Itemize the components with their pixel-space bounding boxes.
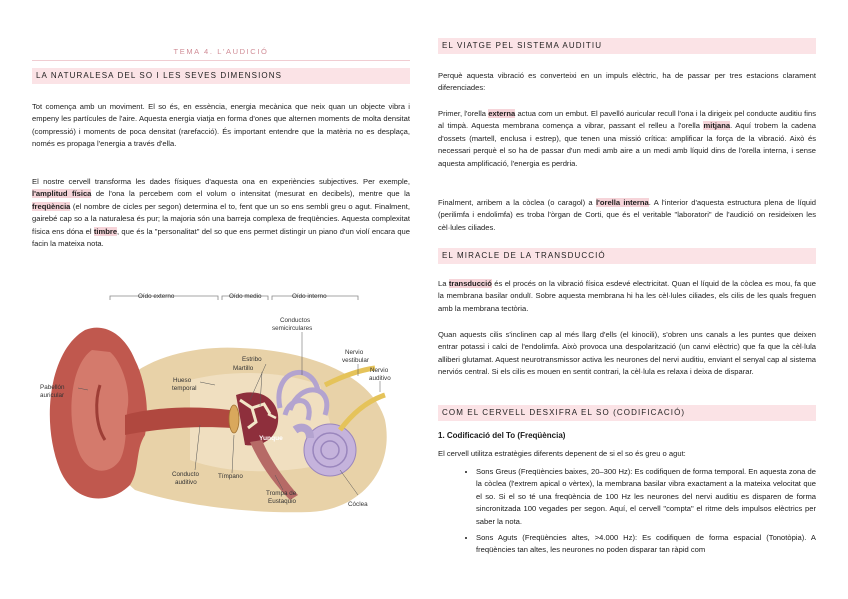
label-pinna-1: Pabellón xyxy=(40,384,65,391)
label-anvil: Yunque xyxy=(259,435,283,442)
label-outer-ear: Oído externo xyxy=(138,293,175,300)
keyword-amplitude: l'amplitud física xyxy=(32,189,92,199)
label-eardrum: Tímpano xyxy=(218,473,243,480)
keyword-inner-ear: l'orella interna xyxy=(595,198,649,207)
label-vestibular-2: vestibular xyxy=(342,357,369,364)
paragraph-outer-middle-ear: Primer, l'orella externa actua com un embut. El pavelló auricular recull l'ona i la dirigeix pel conducte auditiu fins al timpà. Aquesta membrana comença a vibrar, passant el relleu a l'orella mitjana. Aquí trobem la cadena d'ossets (martell, enclusa i estrep), que tenen una missió crítica: amplificar la força de la vibració. Això és necessari perquè el so ha de passar d'un medi amb aire a un medi amb líquid dins de l'orella interna, i sense aquesta amplificació, l'energia es perdria. xyxy=(438,109,816,168)
keyword-external: externa xyxy=(488,109,516,118)
label-middle-ear: Oído medio xyxy=(229,293,262,300)
paragraph-transduction: La transducció és el procés on la vibració física esdevé electricitat. Quan el líquid de la còclea es mou, fa que la membrana basilar ondulï. Sobre aquesta membrana hi ha les cèl·lules ciliades, els cilis de les quals freguen amb la membrana tectòria. xyxy=(438,279,816,313)
pinna-inner-shape xyxy=(71,350,128,471)
ear-anatomy-diagram xyxy=(40,290,408,528)
label-canals-1: Conductos xyxy=(280,317,311,324)
paragraph-sound-intro: Tot comença amb un moviment. El so és, en essència, energia mecànica que neix quan un objecte vibra i empeny les partícules de l'aire. Aquesta energia viatja en forma d'ones que alternen moments de molta densitat (compressió) i moments de poca densitat (rarefacció). És important entendre que la matèria no es desplaça, només es propaga l'energia a través d'ella. xyxy=(32,102,410,149)
label-cochlea: Cóclea xyxy=(348,501,368,508)
paragraph-auditory-intro: Perquè aquesta vibració es converteixi en un impuls elèctric, ha de passar per tres estacions clarament diferenciades: xyxy=(438,71,816,93)
paragraph-inner-ear: Finalment, arribem a la còclea (o caragol) a l'orella interna. A l'interior d'aquesta estructura plena de líquid (perilimfa i endolimfa) es troba l'òrgan de Corti, que és el veritable "laboratori" de l'audició on resideixen les cèl·lules ciliades. xyxy=(438,198,817,232)
label-canals-2: semicirculares xyxy=(272,325,313,332)
label-canal-1: Conducto xyxy=(172,471,199,478)
label-vestibular-1: Nervio xyxy=(345,349,364,356)
bullet-high-frequencies: • Sons Aguts (Freqüències altes, >4.000 Hz): Es codifiquen de forma espacial (Tonotòpia). A freqüències tan altes, les neurones no poden disparar tan ràpid com xyxy=(476,532,816,557)
keyword-middle: mitjana xyxy=(703,121,731,131)
label-inner-ear: Oído interno xyxy=(292,293,327,300)
label-auditory-nerve-2: auditivo xyxy=(369,375,391,382)
label-bone-1: Hueso xyxy=(173,377,192,384)
label-pinna-2: auricular xyxy=(40,392,65,399)
paragraph-coding-intro: El cervell utilitza estratègies diferents depenent de si el so és greu o agut: xyxy=(438,449,686,458)
bullet-low-frequencies: • Sons Greus (Freqüències baixes, 20–300 Hz): Es codifiquen de forma temporal. En aquesta zona de la còclea (l'extrem apical o vèrtex), la membrana basilar vibra exactament a la mateixa velocitat que el so. Si el so té una freqüència de 100 Hz les neurones del nervi auditiu es disparen de forma sincronitzada 100 vegades per segon. Aquí, el cervell "compta" el ritme dels impulsos elèctrics per saber la nota. xyxy=(476,466,816,528)
label-eustachian-1: Trompa de xyxy=(266,490,297,497)
label-hammer: Martillo xyxy=(233,365,254,372)
keyword-frequency: freqüència xyxy=(32,201,71,211)
paragraph-depolarization: Quan aquests cilis s'inclinen cap al més llarg d'ells (el kinocili), s'obren uns canals a les puntes que deixen entrar potassi i calci de l'endolimfa. Això provoca una despolarització (un canvi elèctric) que fa que la cèl·lula alliberi glutamat. Aquest neurotransmissor activa les neurones del nervi auditiu, enviant el senyal cap al sistema nerviós central. Si els cilis es mouen en sentit contrari, la cèl·lula es relaxa i deixa de disparar. xyxy=(438,330,816,377)
keyword-timbre: timbre xyxy=(93,226,118,236)
coding-bullet-list xyxy=(438,466,816,561)
section-heading-transduction: EL MIRACLE DE LA TRANSDUCCIÓ xyxy=(438,248,816,264)
section-heading-auditory-system: EL VIATGE PEL SISTEMA AUDITIU xyxy=(438,38,816,54)
eardrum-shape xyxy=(229,405,239,433)
section-heading-sound-nature: LA NATURALESA DEL SO I LES SEVES DIMENSIONS xyxy=(32,68,410,84)
label-auditory-nerve-1: Nervio xyxy=(370,367,389,374)
label-eustachian-2: Eustaquio xyxy=(268,498,297,505)
label-stirrup: Estribo xyxy=(242,356,262,363)
keyword-transduction: transducció xyxy=(448,279,492,288)
paragraph-sound-dimensions: El nostre cervell transforma les dades físiques d'aquesta ona en experiències subjectives. Per exemple, l'amplitud física de l'ona la percebem com el volum o intensitat (mesurat en decibels), mentre que la freqüència (el nombre de cicles per segon) determina el to, fent que un so ens sembli greu o agut. Finalment, gairebé cap so a la naturalesa és pur; la majoria són una barreja complexa de freqüències. Aquesta complexitat física ens dóna el timbre, que és la "personalitat" del so que ens permet distingir un piano d'un violí encara que facin la mateixa nota. xyxy=(32,177,410,249)
label-canal-2: auditivo xyxy=(175,479,197,486)
section-heading-coding: COM EL CERVELL DESXIFRA EL SO (CODIFICACIÓ) xyxy=(438,405,816,421)
label-bone-2: temporal xyxy=(172,385,197,392)
topic-title: TEMA 4. L'AUDICIÓ xyxy=(32,47,410,61)
subheading-pitch-coding: 1. Codificació del To (Freqüència) xyxy=(438,431,566,440)
